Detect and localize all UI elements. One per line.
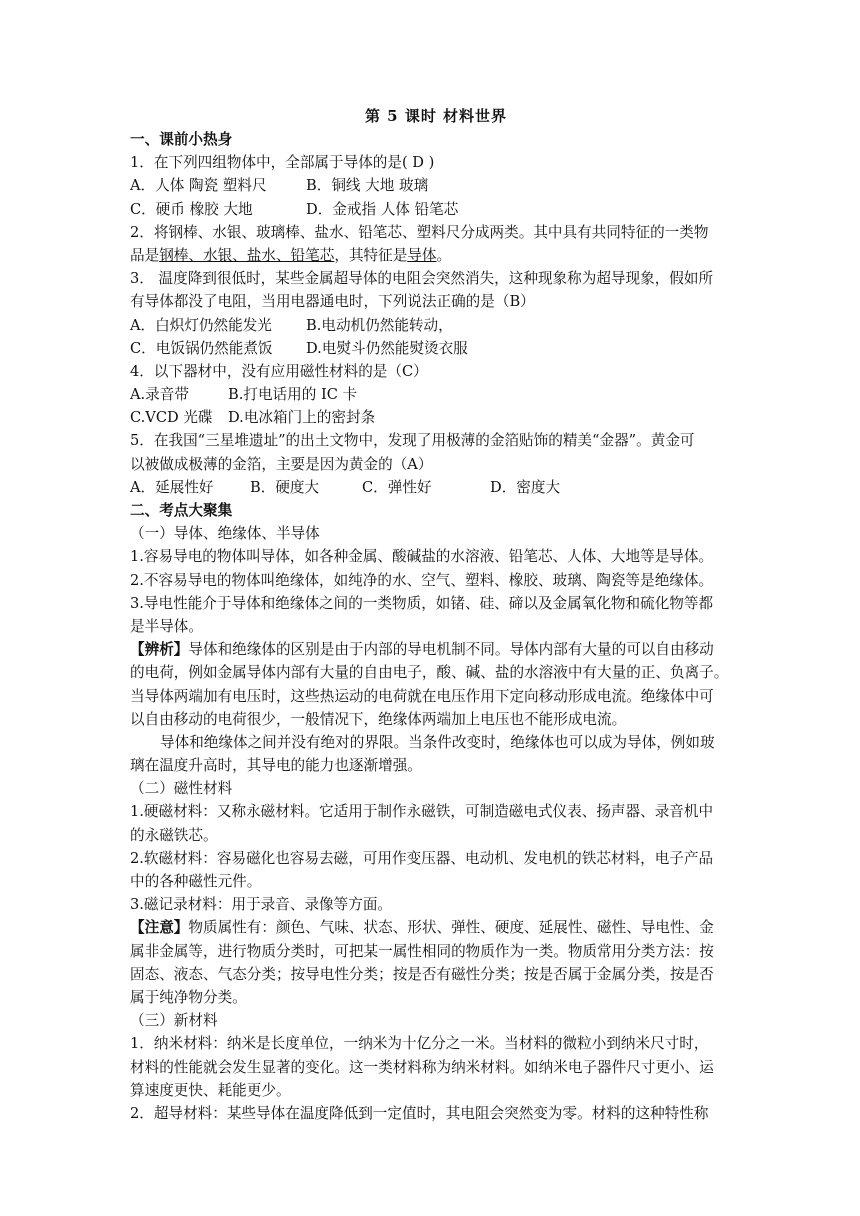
option-b: B．硬度大: [250, 478, 320, 496]
analysis-paragraph-2-line-1: 导体和绝缘体之间并没有绝对的界限。当条件改变时，绝缘体也可以成为导体，例如玻: [160, 733, 715, 751]
analysis-line: 的电荷，例如金属导体内部有大量的自由电子，酸、碱、盐的水溶液中有大量的正、负离子。: [130, 664, 729, 682]
note-line: 属非金属等，进行物质分类时，可把某一属性相同的物质作为一类。物质常用分类方法：按: [130, 942, 714, 960]
option-a: A.录音带: [130, 386, 189, 404]
paragraph-line: 2.不容易导电的物体叫绝缘体，如纯净的水、空气、塑料、橡胶、玻璃、陶瓷等是绝缘体。: [130, 571, 714, 589]
option-c: C．电饭锅仍然能煮饭: [130, 339, 273, 357]
option-c: C．弹性好: [362, 478, 432, 496]
question-5-line-2: 以被做成极薄的金箔，主要是因为黄金的（A）: [130, 455, 433, 473]
question-5-line-1: 5．在我国“三星堆遗址”的出土文物中，发现了用极薄的金箔贴饰的精美“金器”。黄金可: [130, 432, 695, 450]
page-title: 第 5 课时 材料世界: [364, 107, 508, 125]
question-4-options-ab: [130, 383, 742, 406]
question-2-line-1: 2．将钢棒、水银、玻璃棒、盐水、铅笔芯、塑料尺分成两类。其中具有共同特征的一类物: [130, 223, 709, 241]
option-d: D.电冰箱门上的密封条: [228, 409, 376, 427]
paragraph-line: 2.软磁材料：容易磁化也容易去磁，可用作变压器、电动机、发电机的铁芯材料，电子产品: [130, 849, 714, 867]
paragraph-line: 2．超导材料：某些导体在温度降低到一定值时，其电阻会突然变为零。材料的这种特性称: [130, 1104, 709, 1122]
option-c: C．硬币 橡胶 大地: [130, 200, 253, 218]
question-4-stem: 4．以下器材中，没有应用磁性材料的是（C）: [130, 362, 428, 380]
paragraph-line: 3.磁记录材料：用于录音、录像等方面。: [130, 896, 393, 914]
text: 。: [436, 246, 452, 264]
question-2-line-2: [130, 244, 742, 267]
option-d: D．金戒指 人体 铅笔芯: [306, 200, 459, 218]
question-5-options: [130, 476, 742, 499]
analysis-line: 以自由移动的电荷很少，一般情况下，绝缘体两端加上电压也不能形成电流。: [130, 710, 627, 728]
option-b: B.电动机仍然能转动，: [306, 316, 453, 334]
analysis-label: 【辨析】: [130, 641, 189, 659]
question-4-options-cd: [130, 406, 742, 429]
option-d: D.电熨斗仍然能熨烫衣服: [306, 339, 468, 357]
answer-underlined: 钢棒、水银、盐水、铅笔芯: [159, 246, 335, 264]
text: 品是: [130, 246, 160, 264]
answer-underlined: 导体: [407, 246, 437, 264]
question-1-stem: 1．在下列四组物体中，全部属于导体的是( D ): [130, 154, 435, 172]
question-3-line-1: 3． 温度降到很低时，某些金属超导体的电阻会突然消失，这种现象称为超导现象，假如所: [130, 270, 714, 288]
option-a: A．延展性好: [130, 478, 214, 496]
paragraph-line: 中的各种磁性元件。: [130, 873, 262, 890]
document-page: [130, 104, 742, 1125]
paragraph-line: 1．纳米材料：纳米是长度单位，一纳米为十亿分之一米。当材料的微粒小到纳米尺寸时，: [130, 1035, 709, 1053]
option-b: B.打电话用的 IC 卡: [228, 386, 358, 404]
analysis-paragraph-2-line-2: 璃在温度升高时，其导电的能力也逐渐增强。: [130, 757, 422, 775]
subsection-heading-conductors: （一）导体、绝缘体、半导体: [130, 525, 320, 543]
analysis-text: 导体和绝缘体的区别是由于内部的导电机制不同。导体内部有大量的可以自由移动: [188, 641, 714, 659]
option-a: A．人体 陶瓷 塑料尺: [130, 177, 267, 195]
paragraph-line: 3.导电性能介于导体和绝缘体之间的一类物质，如锗、硅、碲以及金属氧化物和硫化物等都: [130, 594, 714, 612]
option-d: D．密度大: [490, 478, 561, 496]
note-line-1: [130, 916, 742, 939]
option-a: A．白炽灯仍然能发光: [130, 316, 272, 334]
note-line: 属于纯净物分类。: [130, 988, 247, 1006]
question-3-options-cd: [130, 337, 742, 360]
paragraph-line: 1.容易导电的物体叫导体，如各种金属、酸碱盐的水溶液、铅笔芯、人体、大地等是导体。: [130, 548, 714, 566]
question-1-options-ab: [130, 174, 742, 197]
paragraph-line: 算速度更快、耗能更少。: [130, 1081, 291, 1099]
subsection-heading-new-materials: （三）新材料: [130, 1012, 218, 1030]
text: ，其特征是: [334, 246, 408, 264]
question-3-options-ab: [130, 314, 742, 337]
analysis-line: 当导体两端加有电压时，这些热运动的电荷就在电压作用下定向移动形成电流。绝缘体中可: [130, 687, 714, 705]
question-3-line-2: 有导体都没了电阻，当用电器通电时，下列说法正确的是（B）: [130, 293, 535, 311]
section-heading-key-points: 二、考点大聚集: [130, 502, 233, 519]
note-label: 【注意】: [130, 919, 189, 937]
subsection-heading-magnetic: （二）磁性材料: [130, 780, 233, 798]
question-1-options-cd: [130, 198, 742, 221]
section-heading-warmup: 一、课前小热身: [130, 131, 233, 148]
note-line: 固态、液态、气态分类；按导电性分类；按是否有磁性分类；按是否属于金属分类，按是否: [130, 965, 714, 983]
note-text: 物质属性有：颜色、气味、状态、形状、弹性、硬度、延展性、磁性、导电性、金: [188, 919, 714, 937]
option-b: B．铜线 大地 玻璃: [306, 177, 429, 195]
paragraph-line: 是半导体。: [130, 617, 203, 635]
option-c: C.VCD 光碟: [130, 409, 213, 427]
analysis-line-1: [130, 638, 742, 661]
paragraph-line: 材料的性能就会发生显著的变化。这一类材料称为纳米材料。如纳米电子器件尺寸更小、运: [130, 1058, 714, 1076]
paragraph-line: 的永磁铁芯。: [130, 826, 218, 844]
paragraph-line: 1.硬磁材料：又称永磁材料。它适用于制作永磁铁，可制造磁电式仪表、扬声器、录音机中: [130, 803, 714, 821]
